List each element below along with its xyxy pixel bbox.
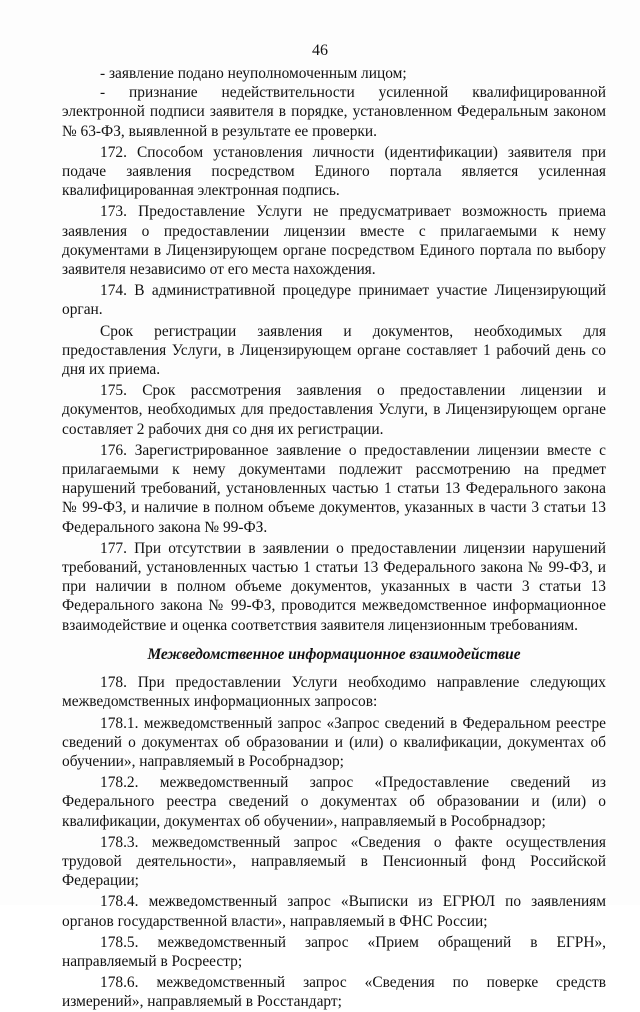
- paragraph-178-4: 178.4. межведомственный запрос «Выписки из ЕГРЮЛ по заявлениям органов государственной власти», направляемый в ФНС России;: [62, 893, 606, 930]
- paragraph-178-3: 178.3. межведомственный запрос «Сведения о факте осуществления трудовой деятельности», направляемый в Пенсионный фонд Российской Федерации;: [62, 833, 606, 890]
- paragraph-178-1: 178.1. межведомственный запрос «Запрос сведений в Федеральном реестре сведений о документах об образовании и (или) о квалификации, документах об обучении», направляемый в Рособрнадзор;: [62, 714, 606, 770]
- paragraph-175: 175. Срок рассмотрения заявления о предоставлении лицензии и документов, необходимых для предоставления Услуги, в Лицензирующем органе составляет 2 рабочих дня со дня их регистрации.: [62, 382, 606, 438]
- paragraph-173: 173. Предоставление Услуги не предусматривает возможность приема заявления о предоставлении лицензии вместе с прилагаемыми к нему документами в Лицензирующем органе посредством Единого портала по выбору заявителя независимо от его места нахождения.: [62, 203, 606, 279]
- paragraph-177: 177. При отсутствии в заявлении о предоставлении лицензии нарушений требований, установленных частью 1 статьи 13 Федерального закона № 99-ФЗ, и при наличии в полном объеме документов, указанных в части 3 статьи 13 Федерального закона № 99-ФЗ, проводится межведомственное информационное взаимодействие и оценка соответствия заявителя лицензионным требованиям.: [62, 539, 606, 634]
- document-body: [62, 64, 606, 1012]
- paragraph-178: 178. При предоставлении Услуги необходимо направление следующих межведомственных информационных запросов:: [62, 674, 606, 711]
- page-number: 46: [312, 42, 328, 59]
- paragraph-dash-signature: - признание недействительности усиленной квалифицированной электронной подписи заявителя в порядке, установленном Федеральным законом № 63-ФЗ, выявленной в результате ее проверки.: [62, 84, 606, 140]
- paragraph-174: 174. В административной процедуре принимает участие Лицензирующий орган.: [62, 282, 606, 319]
- paragraph-registration-term: Срок регистрации заявления и документов, необходимых для предоставления Услуги, в Лицензирующем органе составляет 1 рабочий день со дня их приема.: [62, 322, 606, 379]
- section-heading: Межведомственное информационное взаимодействие: [147, 645, 521, 663]
- paragraph-178-6: 178.6. межведомственный запрос «Сведения по поверке средств измерений», направляемый в Росстандарт;: [62, 974, 606, 1011]
- paragraph-178-2: 178.2. межведомственный запрос «Предоставление сведений из Федерального реестра сведений о документах об образовании и (или) о квалификации, документах об обучении», направляемый в Рособрнадзор;: [62, 774, 606, 830]
- paragraph-176: 176. Зарегистрированное заявление о предоставлении лицензии вместе с прилагаемыми к нему документами подлежит рассмотрению на предмет нарушений требований, установленных частью 1 статьи 13 Федерального закона № 99-ФЗ, и наличие в полном объеме документов, указанных в части 3 статьи 13 Федерального закона № 99-ФЗ.: [62, 441, 606, 536]
- paragraph-dash-unauthorized: - заявление подано неуполномоченным лицом;: [100, 65, 407, 82]
- paragraph-178-5: 178.5. межведомственный запрос «Прием обращений в ЕГРН», направляемый в Росреестр;: [62, 933, 606, 970]
- paragraph-172: 172. Способом установления личности (идентификации) заявителя при подаче заявления посредством Единого портала является усиленная квалифицированная электронная подпись.: [62, 143, 606, 200]
